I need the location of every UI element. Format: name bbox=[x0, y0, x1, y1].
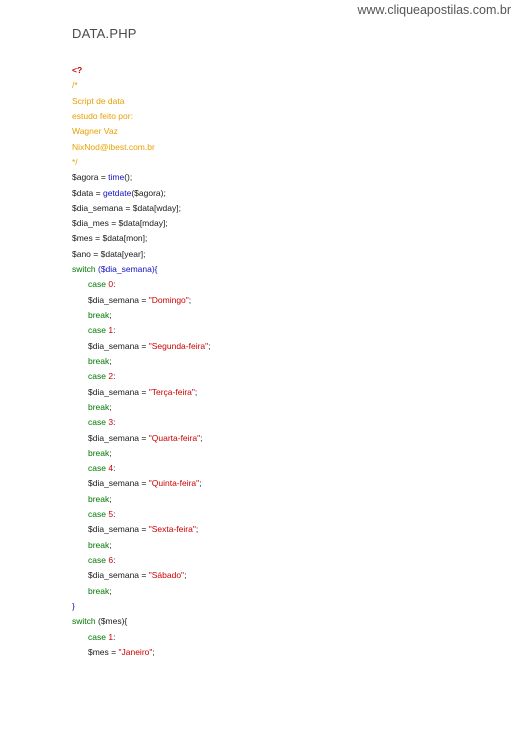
keyword: case bbox=[88, 371, 109, 382]
code-fragment: $data[mon]; bbox=[102, 233, 148, 244]
code-line bbox=[72, 522, 211, 537]
site-url: www.cliqueapostilas.com.br bbox=[357, 3, 511, 17]
code-line bbox=[72, 446, 211, 461]
operator: = bbox=[90, 248, 101, 259]
string-literal: "Janeiro" bbox=[118, 646, 153, 657]
code-fragment: ; bbox=[109, 585, 112, 596]
php-open-tag: <? bbox=[72, 65, 83, 75]
code-fragment: : bbox=[113, 631, 116, 642]
code-fragment: ; bbox=[152, 646, 155, 657]
case-number: 5 bbox=[108, 509, 114, 520]
keyword: case bbox=[88, 325, 109, 336]
code-fragment: ; bbox=[188, 294, 192, 305]
keyword: case bbox=[88, 631, 109, 642]
keyword: break bbox=[88, 401, 110, 412]
code-comment-line: estudo feito por: bbox=[72, 110, 133, 121]
case-number: 0 bbox=[108, 279, 114, 290]
keyword: case bbox=[88, 509, 109, 520]
code-line bbox=[72, 630, 211, 645]
code-line bbox=[72, 584, 211, 599]
code-fragment: $data[wday]; bbox=[132, 202, 181, 213]
operator: = bbox=[98, 172, 109, 183]
code-fragment: ($mes){ bbox=[95, 616, 128, 627]
operator: = bbox=[139, 524, 149, 535]
string-literal: "Segunda-feira" bbox=[148, 340, 209, 351]
code-comment-line: /* bbox=[72, 80, 78, 91]
code-fragment: : bbox=[113, 279, 116, 290]
code-line bbox=[72, 231, 211, 246]
code-fragment: (); bbox=[124, 172, 133, 183]
keyword: break bbox=[88, 585, 110, 596]
code-line bbox=[72, 400, 211, 415]
case-number: 6 bbox=[108, 555, 114, 565]
keyword: break bbox=[88, 355, 110, 366]
string-literal: "Sábado" bbox=[148, 570, 185, 581]
string-literal: "Quarta-feira" bbox=[148, 432, 201, 443]
operator: = bbox=[92, 233, 103, 244]
operator: = bbox=[139, 340, 149, 351]
code-line bbox=[72, 293, 211, 308]
code-line bbox=[72, 431, 211, 446]
code-line bbox=[72, 354, 211, 369]
code-fragment: ; bbox=[109, 310, 112, 320]
variable: $mes bbox=[88, 646, 109, 657]
keyword: case bbox=[88, 463, 109, 474]
variable: $dia_semana bbox=[88, 340, 140, 351]
code-fragment: ($dia_semana){ bbox=[95, 264, 158, 275]
code-line bbox=[72, 216, 211, 231]
variable: $dia_semana bbox=[88, 386, 140, 397]
keyword: break bbox=[88, 539, 110, 550]
variable: $dia_semana bbox=[88, 478, 140, 489]
code-fragment: ; bbox=[109, 493, 112, 504]
code-line bbox=[72, 186, 211, 201]
code-fragment: : bbox=[113, 325, 116, 336]
code-line bbox=[72, 247, 211, 262]
keyword: switch bbox=[72, 616, 96, 627]
keyword: switch bbox=[72, 264, 96, 275]
operator: = bbox=[139, 570, 149, 581]
code-line bbox=[72, 614, 211, 629]
case-number: 1 bbox=[108, 325, 114, 336]
code-line bbox=[72, 323, 211, 338]
variable: $agora bbox=[72, 172, 99, 183]
case-number: 2 bbox=[108, 371, 114, 382]
code-line bbox=[72, 369, 211, 384]
code-line bbox=[72, 538, 211, 553]
string-literal: "Terça-feira" bbox=[148, 386, 195, 397]
code-line bbox=[72, 415, 211, 430]
code-line bbox=[72, 63, 211, 78]
keyword: break bbox=[88, 493, 110, 504]
operator: = bbox=[139, 294, 149, 305]
code-comment-line: Wagner Vaz bbox=[72, 126, 118, 137]
variable: $dia_semana bbox=[88, 432, 140, 443]
function-name: getdate bbox=[102, 187, 132, 198]
code-fragment: ; bbox=[109, 401, 112, 412]
code-line bbox=[72, 568, 211, 583]
variable: $data bbox=[72, 187, 94, 198]
code-line bbox=[72, 385, 211, 400]
code-fragment: ; bbox=[109, 539, 112, 550]
keyword: case bbox=[88, 279, 109, 290]
code-line bbox=[72, 599, 211, 614]
case-number: 4 bbox=[108, 463, 114, 474]
string-literal: "Domingo" bbox=[148, 294, 189, 305]
code-line bbox=[72, 170, 211, 185]
operator: = bbox=[108, 218, 119, 229]
code-line bbox=[72, 262, 211, 277]
string-literal: "Sexta-feira" bbox=[148, 524, 196, 535]
keyword: break bbox=[88, 310, 110, 320]
string-literal: "Quinta-feira" bbox=[148, 478, 200, 489]
keyword: case bbox=[88, 555, 109, 565]
code-fragment: : bbox=[113, 417, 116, 428]
code-fragment: ; bbox=[200, 432, 203, 443]
code-comment-line: Script de data bbox=[72, 95, 125, 106]
code-line bbox=[72, 492, 211, 507]
code-line bbox=[72, 277, 211, 292]
code-fragment: ; bbox=[184, 570, 187, 581]
operator: = bbox=[93, 187, 103, 198]
code-fragment: ; bbox=[208, 340, 211, 351]
code-line bbox=[72, 553, 211, 568]
code-fragment: : bbox=[113, 555, 116, 565]
switch-cases bbox=[72, 630, 211, 661]
case-number: 1 bbox=[108, 631, 114, 642]
code-fragment: $data[mday]; bbox=[118, 218, 168, 229]
code-line bbox=[72, 201, 211, 216]
code-comment-line: */ bbox=[72, 156, 78, 167]
operator: = bbox=[108, 646, 119, 657]
code-fragment: ($agora); bbox=[131, 187, 166, 198]
operator: = bbox=[139, 478, 149, 489]
keyword: case bbox=[88, 417, 109, 428]
variable: $dia_semana bbox=[72, 202, 124, 213]
switch-cases bbox=[72, 277, 211, 599]
variable: $dia_mes bbox=[72, 218, 109, 229]
variable: $dia_semana bbox=[88, 524, 140, 535]
code-line bbox=[72, 507, 211, 522]
keyword: break bbox=[88, 447, 110, 458]
code-fragment: ; bbox=[109, 447, 112, 458]
code-comment-line: NixNod@ibest.com.br bbox=[72, 141, 155, 152]
code-fragment: ; bbox=[199, 478, 202, 489]
operator: = bbox=[139, 432, 149, 443]
closing-brace: } bbox=[72, 600, 75, 611]
page-title: DATA.PHP bbox=[72, 26, 137, 41]
code-listing bbox=[72, 63, 211, 660]
function-name: time bbox=[108, 172, 125, 183]
code-line bbox=[72, 476, 211, 491]
code-line bbox=[72, 339, 211, 354]
code-fragment: $data[year]; bbox=[100, 248, 146, 259]
variable: $dia_semana bbox=[88, 294, 140, 305]
code-line bbox=[72, 308, 211, 323]
code-fragment: ; bbox=[109, 355, 112, 366]
variable: $mes bbox=[72, 233, 93, 244]
variable: $dia_semana bbox=[88, 570, 140, 581]
operator: = bbox=[139, 386, 149, 397]
code-line bbox=[72, 645, 211, 660]
code-fragment: : bbox=[113, 371, 116, 382]
variable: $ano bbox=[72, 248, 91, 259]
case-number: 3 bbox=[108, 417, 114, 428]
code-fragment: ; bbox=[195, 524, 199, 535]
code-fragment: : bbox=[113, 509, 116, 520]
operator: = bbox=[123, 202, 133, 213]
code-fragment: : bbox=[113, 463, 116, 474]
code-fragment: ; bbox=[194, 386, 198, 397]
code-line bbox=[72, 461, 211, 476]
